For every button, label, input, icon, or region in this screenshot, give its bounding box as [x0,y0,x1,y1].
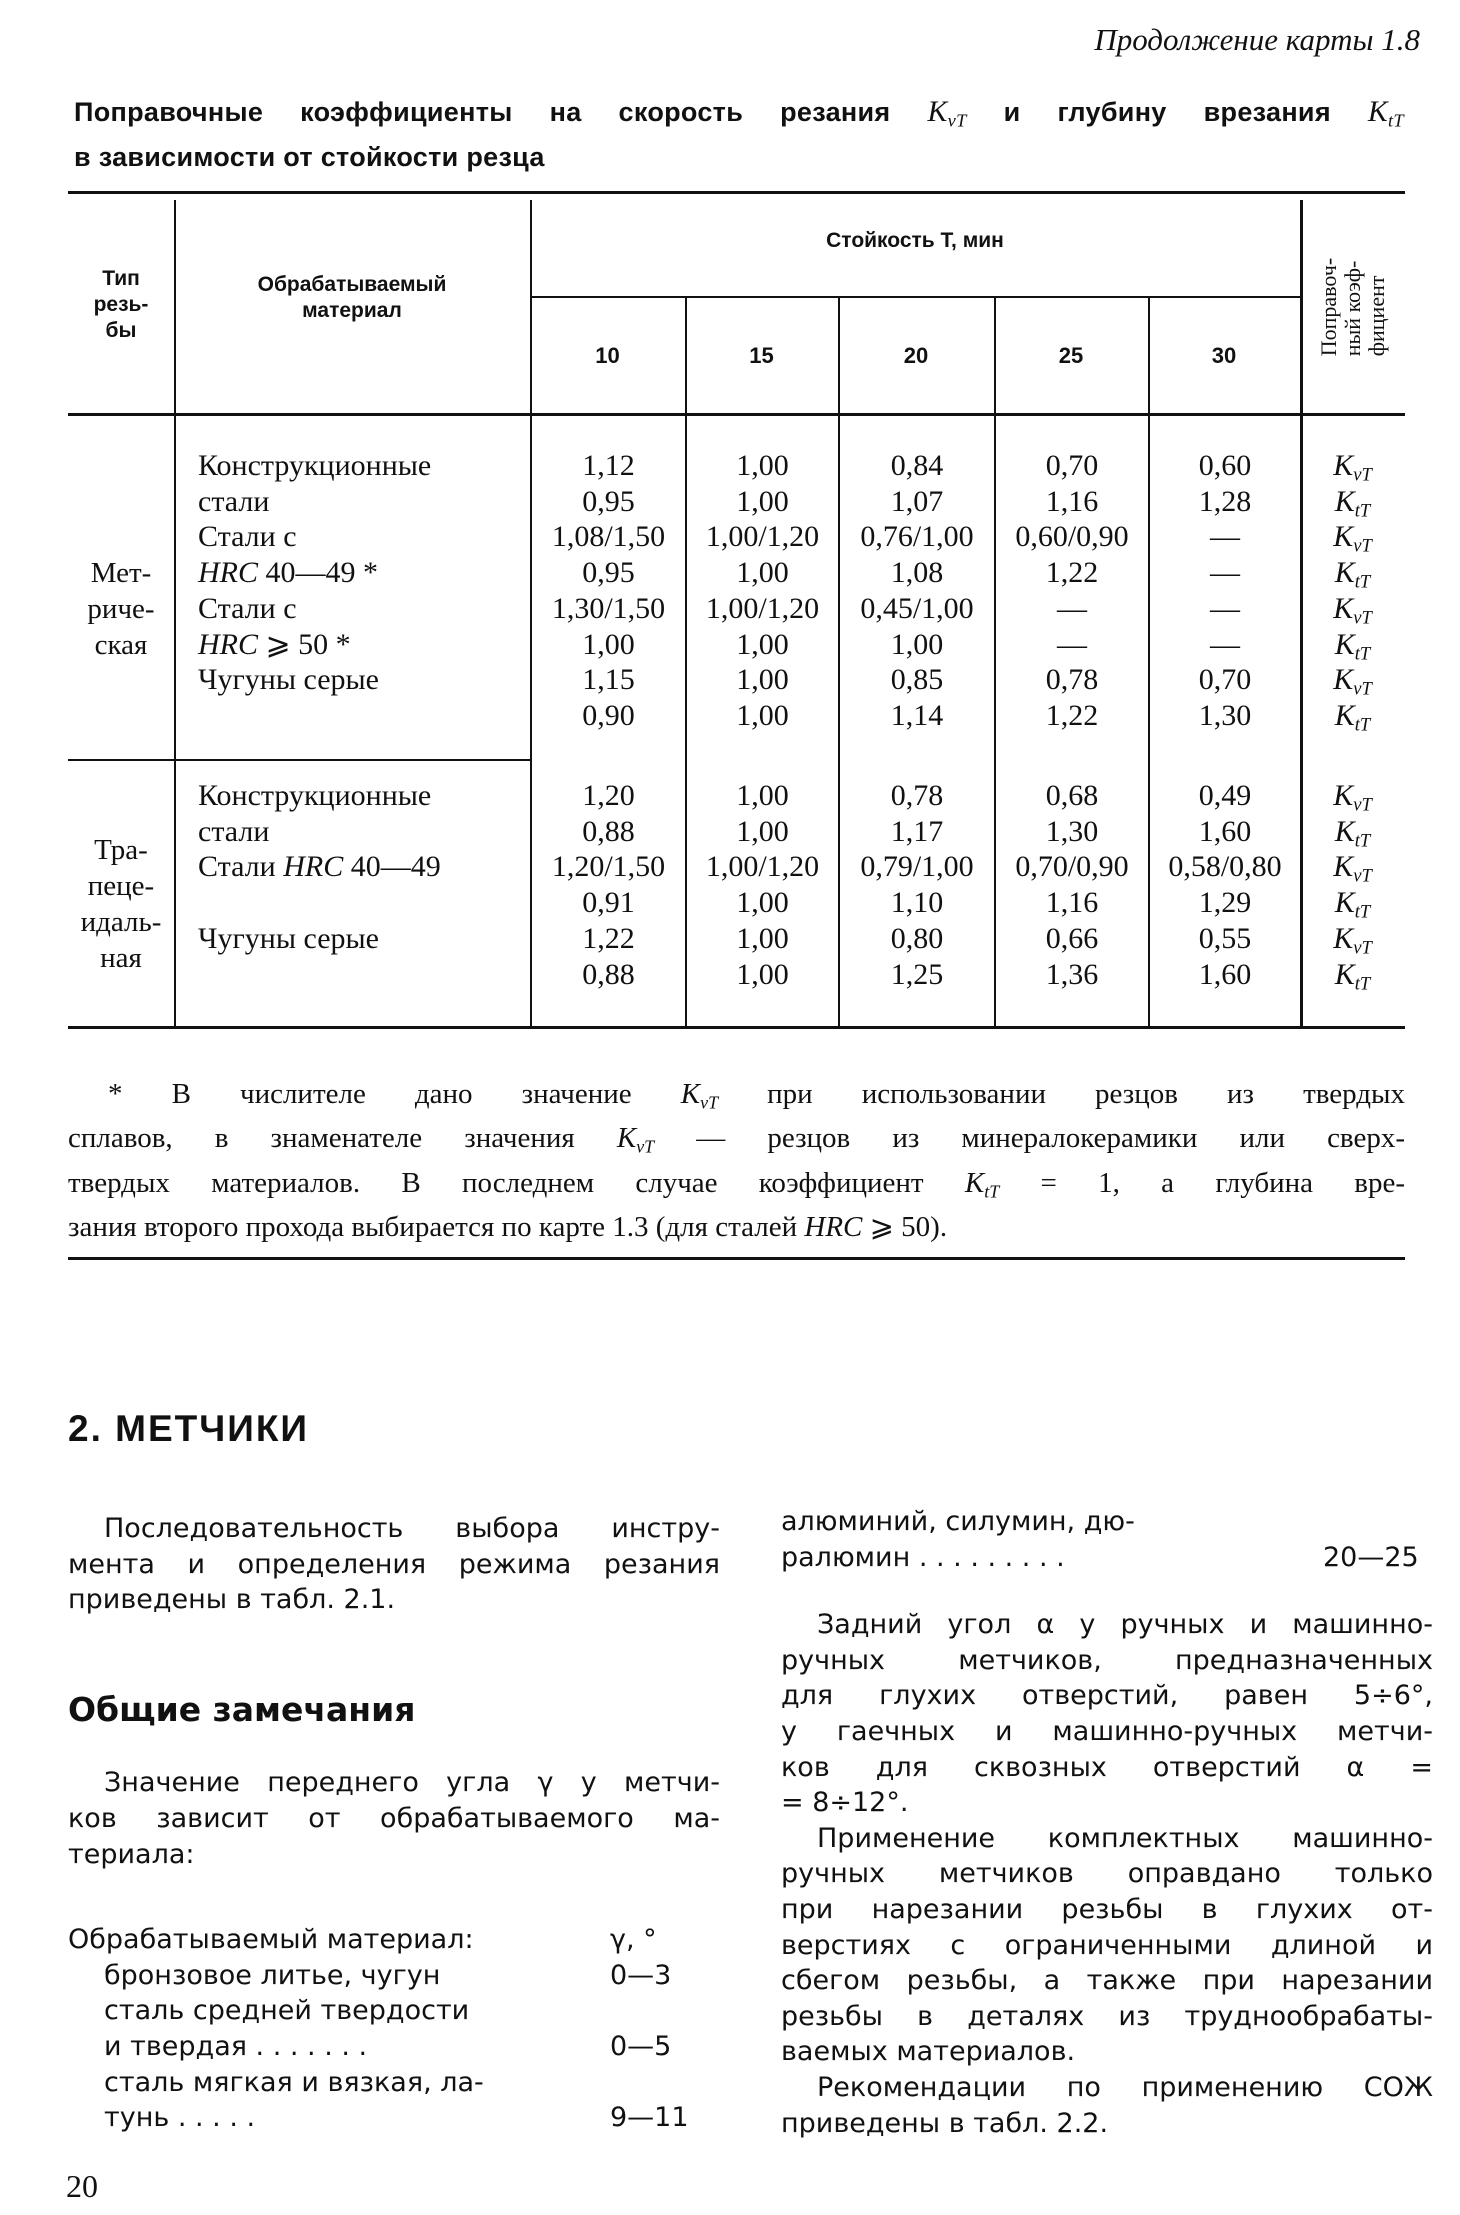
value-cell: 1,30/1,50 [551,591,666,625]
table-row [68,627,1405,663]
coefficient-symbol: $K_{tT}$ [1334,484,1371,522]
value-cell: 0,95 [582,556,635,590]
coefficient-symbol: $K_{vT}$ [1333,520,1372,557]
value-cell: 1,30 [1045,814,1099,848]
value-cell: 1,00 [890,627,944,661]
table-row [68,814,1405,850]
value-cell: 1,28 [1198,484,1252,518]
material-cell: HRC 40—49 * [198,556,378,590]
paragraph-line: ков для сквозных отверстий α = [781,1751,1433,1783]
footnote-text: при использовании резцов из твердых [718,1078,1405,1110]
coefficient-symbol: $K_{vT}$ [1333,850,1372,887]
paragraph-line: ков зависит от обрабатываемого ма- [68,1802,720,1834]
intro-paragraph [68,1511,720,1618]
list-item-value: 0—5 [610,2030,672,2062]
right-column [781,1504,1433,2141]
value-cell: 1,16 [1045,886,1099,920]
paragraph-line: = 8÷12°. [781,1787,909,1819]
coefficient-symbol: $K_{tT}$ [1334,698,1371,736]
coef-kt-symbol: $K_{tT}$ [1367,96,1404,131]
list-item [781,1540,1433,1576]
header-life-15: 15 [749,343,774,368]
value-cell: 0,76/1,00 [860,520,974,554]
rake-angle-list [68,1922,720,2136]
coefficient-symbol: $K_{tT}$ [1334,886,1371,923]
tap-sets-paragraph [781,1821,1433,2070]
table-bottom-rule [68,1026,1405,1029]
value-cell: 1,60 [1198,814,1252,848]
list-item [68,1993,720,2029]
value-cell: 0,66 [1045,921,1099,955]
clearance-angle-paragraph [781,1607,1433,1821]
footnote [68,1076,1405,1254]
footnote-text: — резцов из минералокерамики или сверх- [654,1122,1405,1155]
value-cell: — [1210,627,1240,661]
value-cell: — [1210,591,1240,625]
value-cell: 1,17 [890,814,944,848]
coefficient-symbol: $K_{vT}$ [1333,779,1372,816]
value-cell: 1,00 [736,627,789,661]
value-cell: 1,12 [582,449,635,482]
paragraph-line: для глухих отверстий, равен 5÷6°, [781,1680,1433,1712]
footnote-line [68,1076,1405,1120]
list-item-label: ралюмин . . . . . . . . . [781,1541,1065,1573]
list-item-label: сталь средней твердости [104,1995,470,2027]
header-life-30: 30 [1211,343,1237,368]
coefficient-symbol: $K_{tT}$ [1334,957,1371,995]
material-cell: HRC ⩾ 50 * [198,627,351,661]
value-cell: 1,16 [1045,484,1099,518]
value-cell: 0,78 [1045,663,1099,697]
header-life-10: 10 [595,343,620,368]
value-cell: 1,00 [736,484,789,518]
page-number: 20 [66,2168,98,2204]
thread-type-line: риче- [87,593,155,625]
paragraph-line: Рекомендации по применению СОЖ [817,2071,1433,2103]
coefficient-symbol: $K_{vT}$ [1333,663,1372,700]
footnote-symbol: $K_{vT}$ [680,1078,719,1113]
value-cell: 0,84 [890,449,944,482]
value-cell: 1,00 [736,957,789,991]
list-item [68,2029,720,2065]
material-cell: Чугуны серые [198,921,379,955]
thread-type-line: ская [94,629,148,661]
footnote-text: зания второго прохода выбирается по карте 1.3 (для сталей [68,1211,805,1244]
value-cell: 1,00 [736,886,789,920]
table-row [68,778,1405,814]
material-cell: Стали с [198,520,297,554]
footnote-symbol: $K_{tT}$ [964,1166,1000,1202]
paragraph-line: мента и определения режима резания [68,1548,720,1580]
value-cell: 1,00 [736,698,789,732]
list-header: Обрабатываемый материал: γ, ° [68,1924,657,1956]
list-item-label: сталь мягкая и вязкая, ла- [104,2066,484,2098]
paragraph-line: при нарезании резьбы в глухих от- [781,1893,1433,1925]
value-cell: 0,55 [1198,921,1252,955]
value-cell: 1,00/1,20 [705,591,820,625]
value-cell: 0,88 [582,957,635,991]
value-cell: 1,22 [1045,556,1099,590]
thread-type-line: ная [100,942,142,974]
header-coefficient: Поправоч- ный коэф- фициент [1315,257,1389,357]
coefficient-symbol: $K_{tT}$ [1334,814,1371,852]
value-cell: 1,00/1,20 [705,520,820,554]
value-cell: 1,00 [736,663,789,697]
value-cell: 0,70 [1045,449,1099,482]
value-cell: 1,15 [582,663,635,697]
footnote-text: = 1, а глубина вре- [999,1166,1405,1199]
coefficient-symbol: $K_{vT}$ [1333,449,1372,486]
footnote-text: сплавов, в знаменателе значения [68,1122,617,1155]
value-cell: 0,80 [890,921,944,955]
value-cell: 0,90 [582,698,635,732]
paragraph-line: сбегом резьбы, а также при нарезании [781,1965,1433,1997]
title-line-2: в зависимости от стойкости резца [74,141,545,172]
footnote-symbol: HRC [804,1211,863,1244]
value-cell: 0,78 [890,779,944,812]
value-cell: 1,22 [1045,698,1099,732]
paragraph-line: Последовательность выбора инстру- [104,1513,720,1544]
value-cell: 1,07 [890,484,944,518]
title-text-2: и глубину врезания [1003,97,1331,127]
header-material: Обрабатываемый материал [257,273,447,322]
list-item-value: 9—11 [610,2102,689,2134]
table-top-rule [68,191,1405,194]
value-cell: 0,68 [1045,779,1099,812]
coefficient-symbol: $K_{vT}$ [1333,591,1372,629]
table-row [68,957,1405,993]
value-cell: 1,60 [1198,957,1252,991]
footnote-text: твердых материалов. В последнем случае коэффициент [68,1166,965,1199]
material-cell: Стали HRC 40—49 [198,850,441,884]
list-item-value: 20—25 [1323,1541,1419,1573]
coefficient-symbol: $K_{tT}$ [1334,556,1371,593]
value-cell: 1,00/1,20 [705,850,820,884]
value-cell: — [1057,627,1087,661]
value-cell: — [1057,591,1087,625]
value-cell: 0,60 [1198,449,1252,482]
list-item-label: тунь . . . . . [104,2102,256,2134]
table-row [68,849,1405,885]
left-column [68,1511,720,2136]
paragraph-line: Значение переднего угла γ у метчи- [104,1767,720,1799]
paragraph-line: Применение комплектных машинно- [817,1822,1433,1854]
value-cell: 0,79/1,00 [860,850,974,884]
footnote-line [68,1165,1405,1209]
title-line-1 [74,94,1404,139]
value-cell: 1,20/1,50 [551,850,666,884]
value-cell: 1,00 [736,779,789,812]
footnote-line [68,1120,1405,1164]
subsection-heading: Общие замечания [68,1689,416,1729]
group-separator [68,759,530,761]
list-item [68,2065,720,2101]
table-row [68,484,1405,520]
coolant-paragraph [781,2070,1433,2141]
paragraph-line: ваемых материалов. [781,2036,1076,2068]
table-row [68,662,1405,698]
coefficient-symbol: $K_{tT}$ [1334,627,1371,665]
value-cell: 1,00 [736,921,789,955]
paragraph-line: у гаечных и машинно-ручных метчи- [781,1715,1433,1747]
thread-type-line: идаль- [80,906,162,938]
value-cell: 1,00 [736,814,789,848]
table-row [68,519,1405,555]
header-life-25: 25 [1058,343,1084,368]
list-item [68,2100,720,2136]
value-cell: 0,95 [582,484,635,518]
material-cell: стали [198,484,270,518]
value-cell: 1,29 [1198,886,1252,920]
list-item [68,1958,720,1994]
footnote-symbol: $K_{vT}$ [616,1122,655,1157]
value-cell: 1,30 [1198,698,1252,732]
footnote-text: ⩾ 50). [862,1211,948,1244]
list-item-label: и твердая . . . . . . . [104,2030,368,2062]
material-cell: Конструкционные [198,779,432,812]
table-row [68,591,1405,627]
paragraph-line: ручных метчиков оправдано только [781,1858,1433,1890]
coefficient-symbol: $K_{vT}$ [1333,921,1372,959]
continuation-label: Продолжение карты 1.8 [1094,22,1420,57]
material-cell: Конструкционные [198,449,432,482]
header-life-20: 20 [903,343,929,368]
table-row [68,448,1405,484]
thread-type-line: пеце- [87,870,155,902]
footnote-rule [68,1257,1405,1260]
paragraph-line: ручных метчиков, предназначенных [781,1644,1433,1676]
table-row [68,885,1405,921]
section-title: 2. МЕТЧИКИ [68,1408,310,1449]
footnote-line [68,1209,1405,1253]
paragraph-line: приведены в табл. 2.1. [68,1584,396,1616]
value-cell: 0,70 [1198,663,1252,697]
table-title [74,94,1404,175]
material-cell: Чугуны серые [198,663,379,697]
value-cell: 1,10 [890,886,944,920]
paragraph-line: верстиях с ограниченными длиной и [781,1929,1433,1961]
value-cell: 1,00 [736,449,789,482]
value-cell: 1,20 [582,779,635,812]
list-item-value [610,1993,720,2029]
value-cell: 1,22 [582,921,635,955]
value-cell: 0,85 [890,663,944,697]
header-tool-life: Стойкость T, мин [826,229,1004,252]
value-cell: 1,36 [1045,957,1099,991]
value-cell: 0,91 [582,886,635,920]
paragraph-line: Задний угол α у ручных и машинно- [817,1609,1433,1641]
list-item-value [610,2065,720,2101]
title-text-1: Поправочные коэффициенты на скорость резания [74,97,891,127]
value-cell: 0,49 [1198,779,1252,812]
list-item-label: бронзовое литье, чугун [104,1959,441,1991]
list-item-value [1323,1504,1433,1540]
material-cell: Стали с [198,591,297,625]
value-cell: — [1210,556,1240,590]
thread-type-line: Мет- [90,557,152,589]
footnote-text: * В числителе дано значение [108,1078,681,1110]
list-item-label: алюминий, силумин, дю- [781,1506,1135,1537]
list-item-value: 0—3 [610,1959,672,1991]
value-cell: 1,00 [582,627,635,661]
value-cell: 0,45/1,00 [860,591,974,625]
header-thread-type: Тип резь- бы [93,267,149,342]
value-cell: 1,08 [890,556,944,590]
coef-kv-symbol: $K_{vT}$ [927,96,967,131]
value-cell: 1,14 [890,698,944,732]
paragraph-line: приведены в табл. 2.2. [781,2107,1109,2139]
rake-angle-paragraph [68,1765,720,1872]
header-sub-rule [530,296,1300,298]
value-cell: 0,58/0,80 [1168,850,1282,884]
value-cell: 1,08/1,50 [551,520,666,554]
thread-type-line: Тра- [94,834,148,866]
list-item [781,1504,1433,1540]
value-cell: 1,00 [736,556,789,590]
value-cell: 0,70/0,90 [1015,850,1129,884]
paragraph-line: териала: [68,1838,195,1870]
value-cell: 0,88 [582,814,635,848]
value-cell: — [1210,520,1240,554]
table-row [68,555,1405,591]
table-row [68,698,1405,734]
table-row [68,921,1405,957]
paragraph-line: резьбы в деталях из труднообрабаты- [781,2000,1433,2032]
value-cell: 1,25 [890,957,944,991]
header-bottom-rule [68,413,1405,416]
material-cell: стали [198,814,270,848]
value-cell: 0,60/0,90 [1015,520,1129,554]
